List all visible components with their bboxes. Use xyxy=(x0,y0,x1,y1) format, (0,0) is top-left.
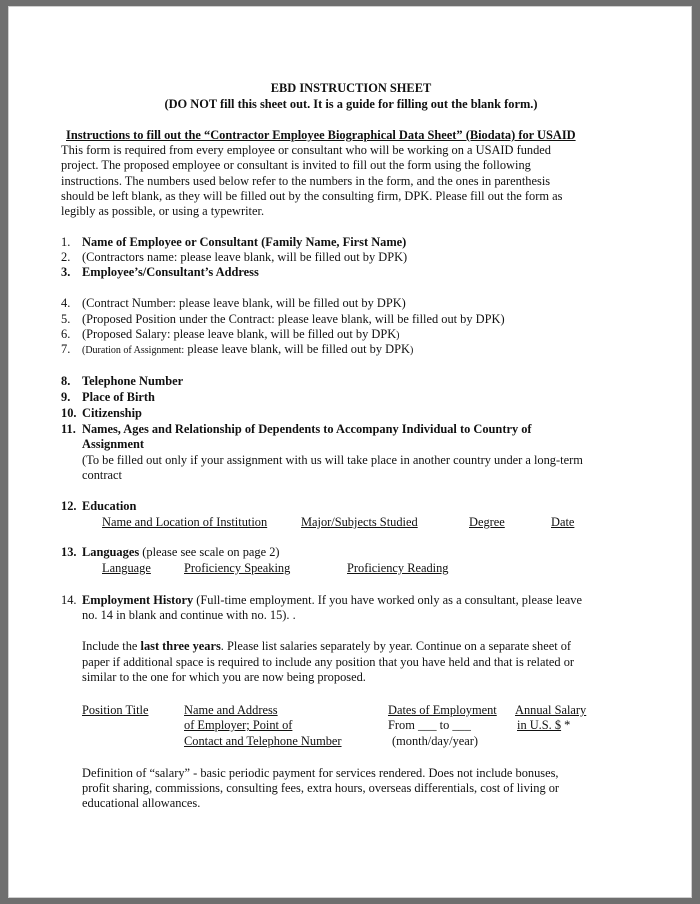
employment-col-employer-cont: Contact and Telephone Number xyxy=(184,734,342,748)
item-number: 8. xyxy=(61,374,71,388)
item-number: 7. xyxy=(61,342,71,356)
item-14-text-cont: no. 14 in blank and continue with no. 15). . xyxy=(82,608,296,622)
education-col-major: Major/Subjects Studied xyxy=(301,515,418,529)
instructions-heading: Instructions to fill out the “Contractor Employee Biographical Data Sheet” (Biodata) for USAID xyxy=(66,128,576,142)
item-11-note: (To be filled out only if your assignment with us will take place in another country under a long-term xyxy=(82,453,583,467)
education-col-date: Date xyxy=(551,515,575,529)
item-8-text: Telephone Number xyxy=(82,374,184,388)
item-14-text: Employment History (Full-time employment. If you have worked only as a consultant, please leave xyxy=(82,593,583,607)
item-13-text: Languages (please see scale on page 2) xyxy=(82,545,280,559)
employment-col-dates-range: From ___ to ___ xyxy=(388,718,471,732)
item-number: 5. xyxy=(61,312,71,326)
item-number: 6. xyxy=(61,327,71,341)
intro-line: legibly as possible, or using a typewriter. xyxy=(61,204,265,218)
employment-col-dates: Dates of Employment xyxy=(388,703,497,717)
employment-paragraph-line: paper if additional space is required to include any position that you have held and that is related or xyxy=(82,655,575,669)
intro-line: instructions. The numbers used below refer to the numbers in the form, and the ones in parenthesis xyxy=(61,174,551,188)
item-number: 2. xyxy=(61,250,71,264)
employment-col-position: Position Title xyxy=(82,703,149,717)
languages-col-reading: Proficiency Reading xyxy=(347,561,449,575)
page-title: EBD INSTRUCTION SHEET xyxy=(270,81,432,95)
intro-line: This form is required from every employee or consultant who will be working on a USAID funded xyxy=(61,143,552,157)
item-number: 3. xyxy=(61,265,71,279)
item-7-text: (Duration of Assignment: please leave blank, will be filled out by DPK) xyxy=(82,342,414,356)
intro-line: should be left blank, as they will be filled out by the consulting firm, DPK. Please fill out the form as xyxy=(61,189,563,203)
item-5-text: (Proposed Position under the Contract: please leave blank, will be filled out by DPK) xyxy=(82,312,505,326)
item-1-text: Name of Employee or Consultant (Family Name, First Name) xyxy=(82,235,407,249)
item-11-note-cont: contract xyxy=(82,468,122,482)
item-12-text: Education xyxy=(82,499,137,513)
item-2-text: (Contractors name: please leave blank, will be filled out by DPK) xyxy=(82,250,408,264)
page-subtitle: (DO NOT fill this sheet out. It is a guide for filling out the blank form.) xyxy=(164,97,538,111)
item-10-text: Citizenship xyxy=(82,406,142,420)
item-number: 14. xyxy=(61,593,77,607)
employment-col-salary: Annual Salary xyxy=(515,703,587,717)
salary-definition-line: educational allowances. xyxy=(82,796,201,810)
employment-col-dates-format: (month/day/year) xyxy=(392,734,479,748)
employment-col-salary-currency: in U.S. $ * xyxy=(517,718,571,732)
item-6-text: (Proposed Salary: please leave blank, will be filled out by DPK) xyxy=(82,327,400,341)
languages-col-language: Language xyxy=(102,561,151,575)
languages-col-speaking: Proficiency Speaking xyxy=(184,561,291,575)
intro-line: project. The proposed employee or consultant is invited to fill out the form using the following xyxy=(61,158,531,172)
employment-paragraph-line: Include the last three years. Please list salaries separately by year. Continue on a separate sheet of xyxy=(82,639,572,653)
item-number: 9. xyxy=(61,390,71,404)
education-col-institution: Name and Location of Institution xyxy=(102,515,268,529)
employment-col-employer: Name and Address xyxy=(184,703,278,717)
salary-definition-line: profit sharing, commissions, consulting fees, extra hours, overseas differentials, cost of living or xyxy=(82,781,560,795)
item-3-text: Employee’s/Consultant’s Address xyxy=(82,265,259,279)
education-col-degree: Degree xyxy=(469,515,505,529)
item-11-text-cont: Assignment xyxy=(82,437,144,451)
item-4-text: (Contract Number: please leave blank, will be filled out by DPK) xyxy=(82,296,406,310)
item-number: 13. xyxy=(61,545,77,559)
item-number: 4. xyxy=(61,296,71,310)
employment-col-employer-cont: of Employer; Point of xyxy=(184,718,293,732)
salary-definition-line: Definition of “salary” - basic periodic payment for services rendered. Does not include bonuses, xyxy=(82,766,559,780)
item-9-text: Place of Birth xyxy=(82,390,155,404)
item-number: 1. xyxy=(61,235,71,249)
item-number: 11. xyxy=(61,422,76,436)
document-page xyxy=(8,6,692,898)
item-number: 10. xyxy=(61,406,77,420)
employment-paragraph-line: similar to the one for which you are now being proposed. xyxy=(82,670,366,684)
item-number: 12. xyxy=(61,499,77,513)
item-11-text: Names, Ages and Relationship of Dependents to Accompany Individual to Country of xyxy=(82,422,532,436)
